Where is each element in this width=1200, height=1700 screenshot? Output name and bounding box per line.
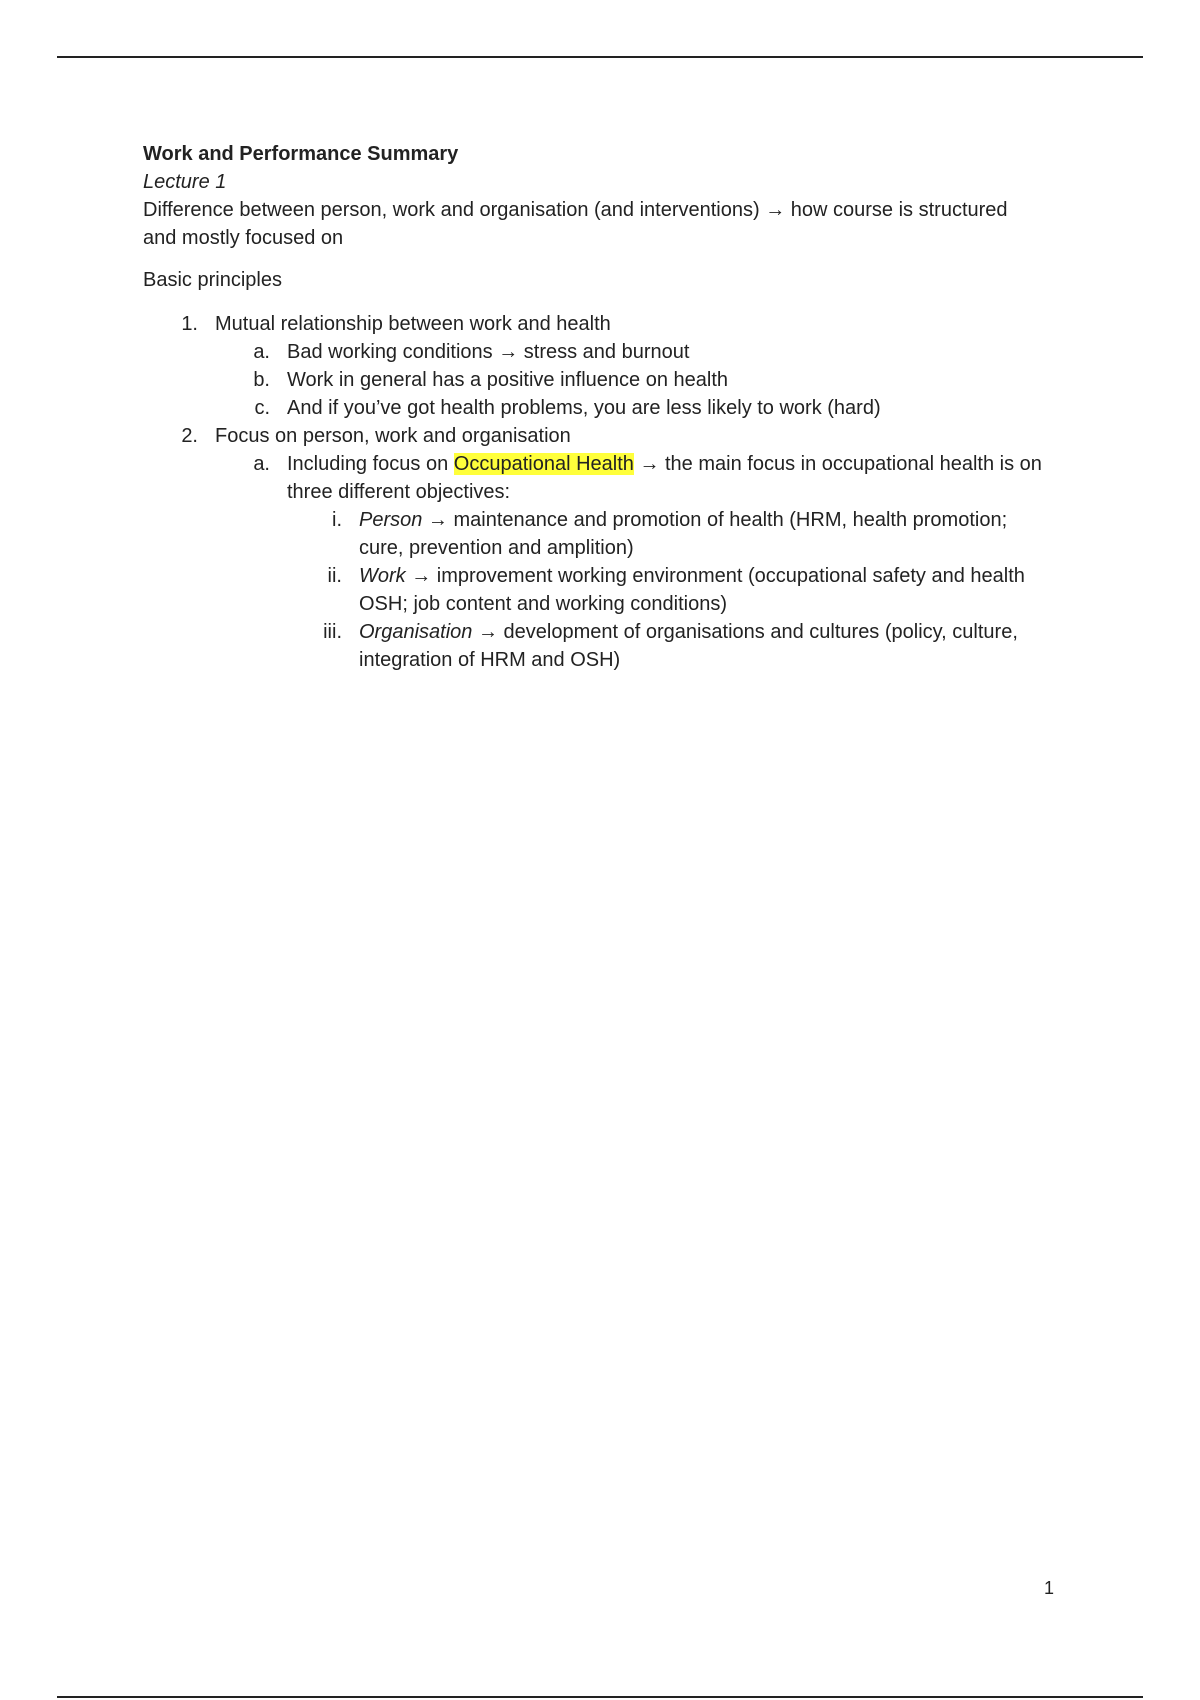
list-marker: a. [253,341,270,363]
list-item-text-after: → the main focus in occupational health is on three different objectives: [287,453,1042,503]
objective-description: → development of organisations and cultures (policy, culture, integration of HRM and OSH) [359,621,1018,671]
document-title: Work and Performance Summary [143,143,459,165]
principles-list [143,310,1043,674]
document-body [143,140,1043,674]
list-item-text [359,509,1007,559]
list-item [215,366,1043,394]
document-subtitle: Lecture 1 [143,171,227,193]
section-heading: Basic principles [143,269,282,291]
list-item-text: Bad working conditions → stress and burnout [287,341,690,363]
list-item-text: Work in general has a positive influence on health [287,369,729,391]
list-marker: iii. [323,621,342,643]
list-item [287,618,1043,674]
list-marker: i. [332,509,342,531]
page-number: 1 [1044,1578,1055,1598]
page-bottom-rule [57,1696,1143,1698]
list-marker: 1. [181,313,198,335]
list-item [143,422,1043,674]
list-marker: ii. [327,565,342,587]
list-item-text: Mutual relationship between work and health [215,313,611,335]
objective-description: → improvement working environment (occupational safety and health OSH; job content and working conditions) [359,565,1025,615]
page-top-rule [57,56,1143,58]
list-item-text [287,453,1042,503]
list-item [287,562,1043,618]
list-item-text: And if you’ve got health problems, you are less likely to work (hard) [287,397,881,419]
list-marker: a. [253,453,270,475]
objective-term: Work [359,565,406,587]
objective-term: Organisation [359,621,473,643]
objectives-list [287,506,1043,674]
highlighted-term: Occupational Health [453,453,634,475]
list-item-text [359,565,1025,615]
list-item [215,338,1043,366]
sub-list [215,338,1043,422]
objective-description: → maintenance and promotion of health (HRM, health promotion; cure, prevention and amplition) [359,509,1008,559]
list-item [287,506,1043,562]
list-item-text: Focus on person, work and organisation [215,425,571,447]
objective-term: Person [359,509,423,531]
list-item-text [359,621,1018,671]
list-item [215,394,1043,422]
list-marker: 2. [181,425,198,447]
sub-list [215,450,1043,674]
list-marker: b. [253,369,270,391]
list-item [215,450,1043,674]
list-item [143,310,1043,422]
list-marker: c. [254,397,270,419]
list-item-text-before: Including focus on [287,453,454,475]
intro-paragraph: Difference between person, work and organisation (and interventions) → how course is structured and mostly focused on [143,199,1008,249]
